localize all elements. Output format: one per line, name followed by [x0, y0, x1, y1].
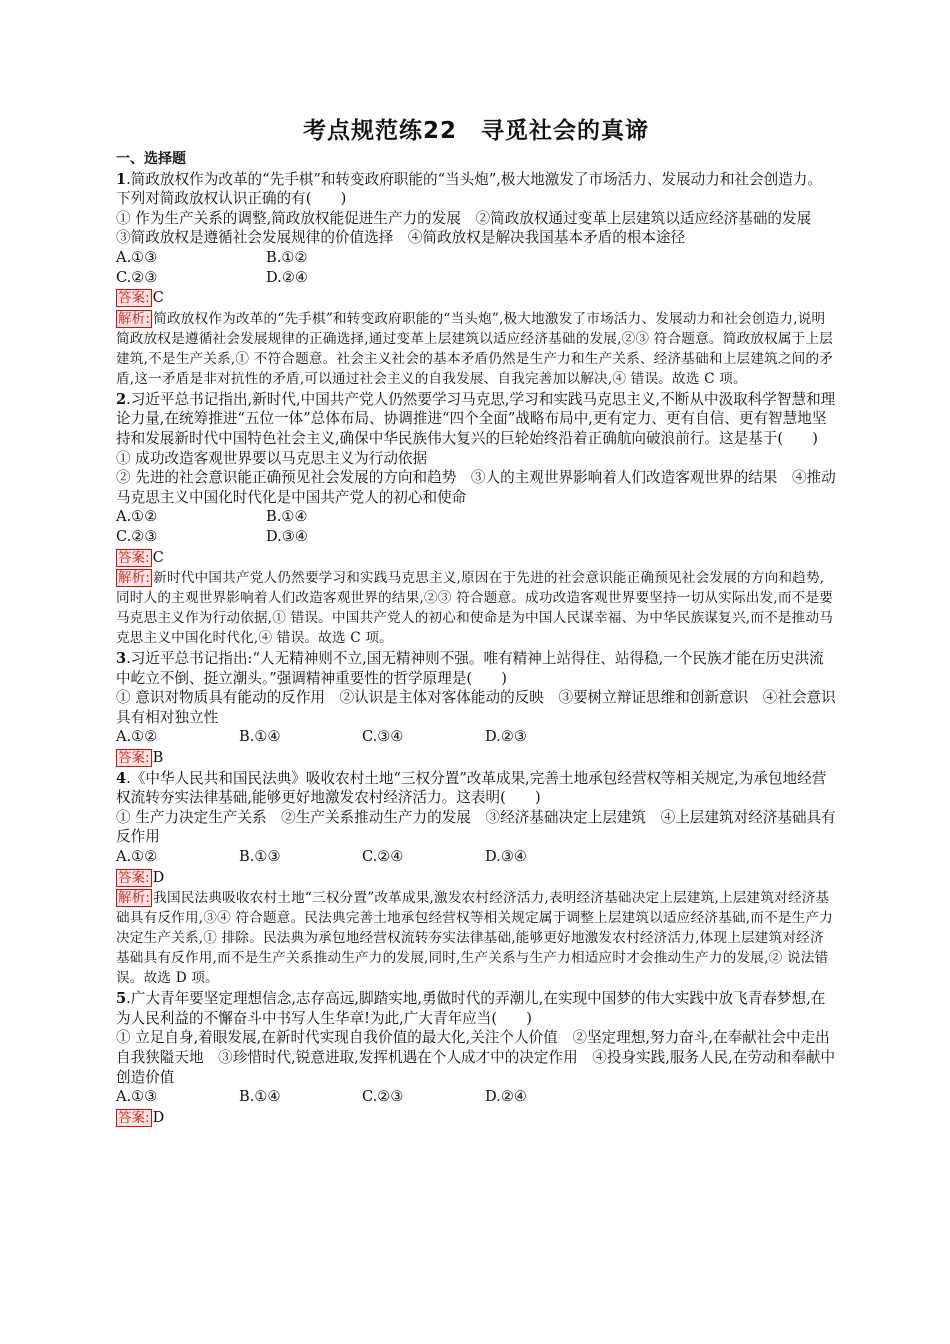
document-content — [116, 150, 836, 1128]
question-statements: ② 先进的社会意识能正确预见社会发展的方向和趋势 ③人的主观世界影响着人们改造客观世界的结果 ④推动马克思主义中国化时代化是中国共产党人的初心和使命 — [116, 469, 836, 506]
explanation-label: 解析: — [118, 310, 151, 327]
option-c: C.②③ — [362, 1088, 404, 1106]
page-title: 考点规范练22 寻觅社会的真谛 — [302, 118, 649, 144]
answer-line — [116, 548, 836, 568]
answer-value: C — [152, 548, 164, 566]
options-row — [116, 847, 836, 867]
option-b: B.①③ — [239, 848, 281, 866]
answer-label: 答案: — [118, 290, 150, 307]
question-statements: ① 成功改造客观世界要以马克思主义为行动依据 — [116, 449, 428, 467]
question-statements: ① 意识对物质具有能动的反作用 ②认识是主体对客体能动的反映 ③要树立辩证思维和创新意识 ④社会意识具有相对独立性 — [116, 689, 836, 726]
options-row — [116, 268, 836, 288]
option-a: A.①② — [116, 508, 158, 526]
question-stem: .广大青年要坚定理想信念,志存高远,脚踏实地,勇做时代的弄潮儿,在实现中国梦的伟大实践中放飞青春梦想,在为人民利益的不懈奋斗中书写人生华章!为此,广大青年应当( ) — [116, 990, 826, 1027]
answer-value: D — [152, 1108, 165, 1126]
question-1 — [116, 170, 836, 389]
option-a: A.①③ — [116, 248, 158, 266]
answer-value: D — [152, 868, 165, 886]
options-row — [116, 1087, 836, 1107]
question-number: 1 — [116, 170, 127, 188]
question-statements: ① 作为生产关系的调整,简政放权能促进生产力的发展 ②简政放权通过变革上层建筑以适应经济基础的发展 ③简政放权是遵循社会发展规律的价值选择 ④简政放权是解决我国基本矛盾的根本途径 — [116, 209, 826, 247]
question-2 — [116, 390, 836, 648]
explanation-label: 解析: — [118, 570, 151, 587]
explanation-text: 新时代中国共产党人仍然要学习和实践马克思主义,原因在于先进的社会意识能正确预见社会发展的方向和趋势,同时人的主观世界影响着人们改造客观世界的结果,②③ 符合题意。成功改造客观世界要坚持一切从实际出发,而不是要马克思主义作为行动依据,① 错误。中国共产党人的初心和使命是为中国人民谋幸福、为中华民族谋复兴,而不是推动马克思主义中国化时代化,④ 错误。故选 C 项。 — [116, 570, 834, 647]
explanation — [116, 309, 836, 389]
explanation — [116, 888, 836, 988]
question-number: 3 — [116, 650, 127, 668]
option-b: B.①④ — [266, 508, 308, 526]
answer-line — [116, 288, 836, 308]
options-row — [116, 527, 836, 547]
option-a: A.①② — [116, 728, 158, 746]
answer-label: 答案: — [118, 750, 150, 767]
option-d: D.③④ — [266, 527, 308, 545]
question-number: 2 — [116, 390, 127, 408]
question-stem: .习近平总书记指出,新时代,中国共产党人仍然要学习马克思,学习和实践马克思主义,不断从中汲取科学智慧和理论力量,在统筹推进“五位一体”总体布局、协调推进“四个全面”战略布局中,更有定力、更有自信、更有智慧地坚持和发展新时代中国特色社会主义,确保中华民族伟大复兴的巨轮始终沿着正确航向破浪前行。这是基于( ) — [116, 390, 836, 447]
answer-value: B — [152, 749, 164, 767]
option-b: B.①② — [266, 248, 308, 266]
options-row — [116, 507, 836, 527]
explanation-text: 简政放权作为改革的“先手棋”和转变政府职能的“当头炮”,极大地激发了市场活力、发展动力和社会创造力,说明简政放权是遵循社会发展规律的正确选择,通过变革上层建筑以适应经济基础的发展,②③ 符合题意。简政放权属于上层建筑,不是生产关系,① 不符合题意。社会主义社会的基本矛盾仍然是生产力和生产关系、经济基础和上层建筑之间的矛盾,这一矛盾是非对抗性的矛盾,可以通过社会主义的自我发展、自我完善加以解决,④ 错误。故选 C 项。 — [116, 310, 834, 387]
question-5 — [116, 989, 836, 1127]
explanation-label: 解析: — [118, 890, 151, 907]
option-a: A.①③ — [116, 1088, 158, 1106]
option-c: C.②③ — [116, 527, 158, 545]
explanation — [116, 568, 836, 648]
option-d: D.②④ — [485, 1088, 527, 1106]
option-c: C.③④ — [362, 728, 404, 746]
question-3 — [116, 649, 836, 768]
answer-label: 答案: — [118, 1109, 150, 1126]
question-stem: .简政放权作为改革的“先手棋”和转变政府职能的“当头炮”,极大地激发了市场活力、发展动力和社会创造力。下列对简政放权认识正确的有( ) — [116, 170, 823, 208]
question-stem: .习近平总书记指出:“人无精神则不立,国无精神则不强。唯有精神上站得住、站得稳,一个民族才能在历史洪流中屹立不倒、挺立潮头。”强调精神重要性的哲学原理是( ) — [116, 650, 824, 687]
explanation-text: 我国民法典吸收农村土地“三权分置”改革成果,激发农村经济活力,表明经济基础决定上层建筑,上层建筑对经济基础具有反作用,③④ 符合题意。民法典完善土地承包经营权等相关规定属于调整上层建筑以适应经济基础,而不是生产力决定生产关系,① 排除。民法典为承包地经营权流转夯实法律基础,能够更好地激发农村经济活力,体现上层建筑对经济基础具有反作用,而不是生产关系推动生产力的发展,同时,生产关系与生产力相适应时才会推动生产力的发展,② 说法错误。故选 D 项。 — [116, 890, 834, 987]
options-row — [116, 248, 836, 268]
answer-line — [116, 1108, 836, 1128]
question-4 — [116, 769, 836, 989]
answer-label: 答案: — [118, 869, 150, 886]
answer-line — [116, 748, 836, 768]
answer-label: 答案: — [118, 549, 150, 566]
option-b: B.①④ — [239, 1088, 281, 1106]
answer-line — [116, 868, 836, 888]
option-a: A.①② — [116, 848, 158, 866]
section-heading: 一、选择题 — [116, 151, 186, 167]
option-c: C.②③ — [116, 268, 158, 286]
question-statements: ① 生产力决定生产关系 ②生产关系推动生产力的发展 ③经济基础决定上层建筑 ④上层建筑对经济基础具有反作用 — [116, 808, 836, 846]
question-statements: ① 立足自身,着眼发展,在新时代实现自我价值的最大化,关注个人价值 ②坚定理想,努力奋斗,在奉献社会中走出自我狭隘天地 ③珍惜时代,锐意进取,发挥机遇在个人成才中的决定作用 ④投身实践,服务人民,在劳动和奉献中创造价值 — [116, 1029, 836, 1086]
option-c: C.②④ — [362, 848, 404, 866]
option-d: D.③④ — [485, 848, 527, 866]
options-row — [116, 727, 836, 747]
option-d: D.②④ — [266, 268, 308, 286]
question-number: 4 — [116, 769, 127, 787]
question-stem: .《中华人民共和国民法典》吸收农村土地“三权分置”改革成果,完善土地承包经营权等相关规定,为承包地经营权流转夯实法律基础,能够更好地激发农村经济活力。这表明( ) — [116, 769, 827, 807]
option-d: D.②③ — [485, 728, 527, 746]
option-b: B.①④ — [239, 728, 281, 746]
question-number: 5 — [116, 990, 127, 1008]
answer-value: C — [152, 289, 164, 307]
